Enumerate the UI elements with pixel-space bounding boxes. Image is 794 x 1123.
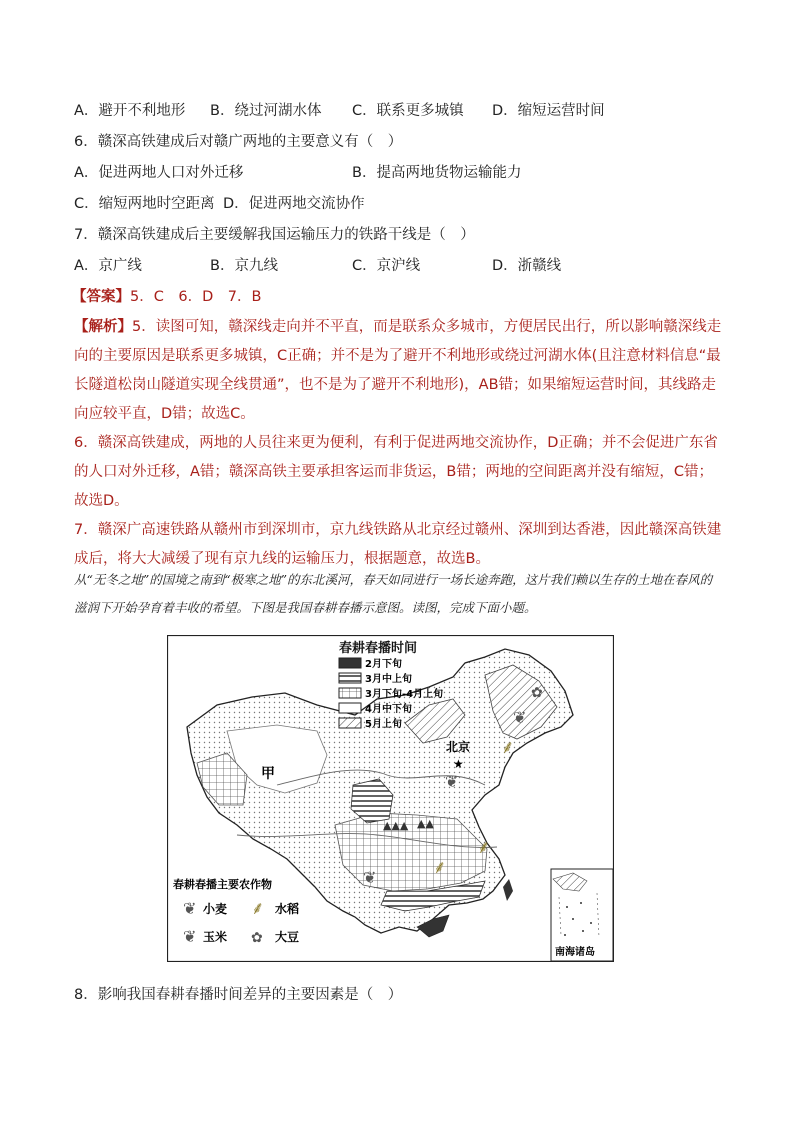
- q8-stem: 8．影响我国春耕春播时间差异的主要因素是（ ）: [74, 987, 403, 1003]
- legend-feb-late: 2月下旬: [365, 659, 402, 670]
- crop-wheat-label: 小麦: [203, 902, 228, 916]
- rice-icon-east: ⸙: [477, 837, 491, 858]
- label-beijing: 北京: [446, 740, 471, 754]
- legend-march-late-april-early: 3月下旬-4月上旬: [365, 689, 444, 700]
- answer-line: [72, 287, 261, 307]
- q7-option-d: D．浙赣线: [492, 258, 562, 274]
- q6-option-b: B．提高两地货物运输能力: [352, 165, 522, 181]
- crop-corn-label: 玉米: [203, 930, 228, 944]
- wheat-icon-north: ❦: [445, 772, 459, 791]
- crop-rice-label: 水稻: [275, 902, 300, 916]
- crop-soybean-label: 大豆: [275, 930, 300, 944]
- rice-icon: ⸙: [251, 898, 265, 919]
- rice-icon-northeast: ⸙: [501, 737, 515, 758]
- q7-option-c: C．京沪线: [352, 258, 421, 274]
- q5-option-c: C．联系更多城镇: [352, 103, 464, 119]
- analysis: [74, 313, 724, 574]
- analysis-6: 6．赣深高铁建成，两地的人员往来更为便利，有利于促进两地交流协作，D正确；并不会促进广东省的人口对外迁移，A错；赣深高铁主要承担客运而非货运，B错；两地的空间距离并没有缩短，C错；故选D。: [74, 435, 718, 509]
- q7-stem: 7．赣深高铁建成后主要缓解我国运输压力的铁路干线是（ ）: [74, 227, 475, 243]
- q6-option-a: A．促进两地人口对外迁移: [74, 165, 244, 181]
- legend-march-mid-early: 3月中上旬: [365, 674, 412, 685]
- map-title: 春耕春播时间: [339, 641, 418, 656]
- q5-option-b: B．绕过河湖水体: [210, 103, 322, 119]
- analysis-5-text: 5．读图可知，赣深线走向并不平直，而是联系众多城市，方便居民出行，所以影响赣深线走向的主要原因是联系更多城镇，C正确；并不是为了避开不利地形或绕过河湖水体(且注意材料信息“最长隧道松岗山隧道实现全线贯通”，也不是为了避开不利地形)，AB错；如果缩短运营时间，其线路走向应较平直，D错；故选C。: [74, 319, 722, 422]
- crops-legend-title: 春耕春播主要农作物: [173, 878, 272, 891]
- soybean-icon-northeast: ✿: [531, 685, 543, 701]
- q6-stem: 6．赣深高铁建成后对赣广两地的主要意义有（ ）: [74, 134, 403, 150]
- answer-text: 5．C 6．D 7．B: [130, 289, 262, 305]
- analysis-label: 【解析】: [74, 319, 132, 335]
- south-china-sea-inset: [551, 869, 613, 961]
- rice-icon-south: ⸙: [433, 857, 447, 878]
- wheat-icon: ❦: [183, 899, 197, 918]
- legend-april-mid-late: 4月中下旬: [365, 704, 412, 715]
- q7-option-a: A．京广线: [74, 258, 142, 274]
- inset-label: 南海诸岛: [555, 947, 595, 958]
- legend-may-early: 5月上旬: [365, 719, 402, 730]
- spring-sowing-map: [167, 635, 614, 962]
- mountain-icon: ▲▲▲: [383, 819, 409, 832]
- analysis-7: 7．赣深广高速铁路从赣州市到深圳市，京九线铁路从北京经过赣州、深圳到达香港，因此赣深高铁建成后，将大大减缓了现有京九线的运输压力，根据题意，故选B。: [74, 522, 722, 567]
- q5-option-a: A．避开不利地形: [74, 103, 186, 119]
- beijing-star-icon: ★: [453, 757, 464, 771]
- label-jia: 甲: [261, 766, 275, 782]
- q6-option-d: D．促进两地交流协作: [223, 196, 365, 212]
- q5-option-d: D．缩短运营时间: [492, 103, 605, 119]
- corn-icon-northeast: ❦: [513, 708, 527, 727]
- q7-option-b: B．京九线: [210, 258, 278, 274]
- wheat-icon-central: ❦: [363, 868, 377, 887]
- answer-label: 【答案】: [72, 289, 130, 305]
- analysis-5: [74, 313, 724, 429]
- corn-icon: ❦: [183, 927, 197, 946]
- intro-paragraph: 从“无冬之地”的国境之南到“极寒之地”的东北溪河，春天如同进行一场长途奔跑，这片我们赖以生存的土地在春风的滋润下开始孕育着丰收的希望。下图是我国春耕春播示意图。读图，完成下面小题。: [74, 572, 713, 615]
- mountain-icon-2: ▲▲: [417, 817, 434, 830]
- soybean-icon: ✿: [251, 930, 263, 946]
- q6-option-c: C．缩短两地时空距离: [74, 196, 215, 212]
